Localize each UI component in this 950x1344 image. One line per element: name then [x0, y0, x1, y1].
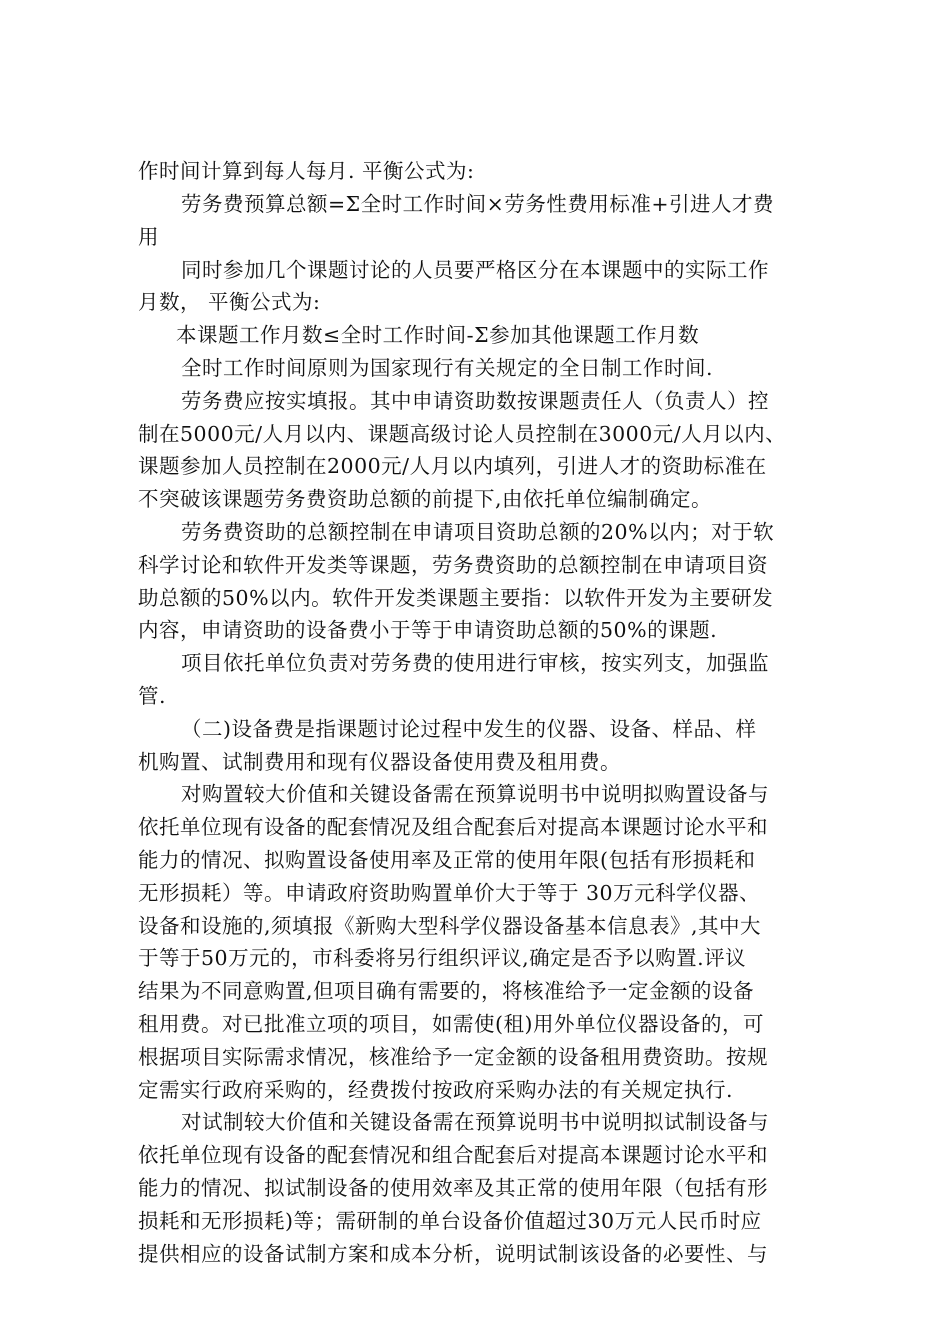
text-line: 同时参加几个课题讨论的人员要严格区分在本课题中的实际工作: [181, 258, 769, 282]
text-line: 能力的情况、拟试制设备的使用效率及其正常的使用年限（包括有形: [138, 1176, 768, 1200]
text-line: 不突破该课题劳务费资助总额的前提下,由依托单位编制确定。: [138, 487, 713, 511]
text-line: 用: [138, 225, 159, 249]
text-line: 内容，申请资助的设备费小于等于申请资助总额的50%的课题.: [138, 618, 718, 642]
text-line: 制在5000元/人月以内、课题高级讨论人员控制在3000元/人月以内、: [138, 422, 787, 446]
text-line: 课题参加人员控制在2000元/人月以内填列，引进人才的资助标准在: [138, 454, 767, 478]
section-heading-line: （二)设备费是指课题讨论过程中发生的仪器、设备、样品、样: [181, 717, 757, 741]
text-line: 于等于50万元的，市科委将另行组织评议,确定是否予以购置.评议: [138, 946, 747, 970]
text-line: 损耗和无形损耗)等；需研制的单台设备价值超过30万元人民币时应: [138, 1209, 762, 1233]
text-line: 项目依托单位负责对劳务费的使用进行审核，按实列支，加强监: [181, 651, 769, 675]
text-line: 结果为不同意购置,但项目确有需要的，将核准给予一定金额的设备: [138, 979, 755, 1003]
text-line: 助总额的50%以内。软件开发类课题主要指：以软件开发为主要研发: [138, 586, 774, 610]
text-line: 定需实行政府采购的，经费拨付按政府采购办法的有关规定执行.: [138, 1078, 734, 1102]
text-line: 依托单位现有设备的配套情况及组合配套后对提高本课题讨论水平和: [138, 815, 768, 839]
text-line: 设备和设施的,须填报《新购大型科学仪器设备基本信息表》,其中大: [138, 914, 762, 938]
text-line: 提供相应的设备试制方案和成本分析，说明试制该设备的必要性、与: [138, 1242, 768, 1266]
text-line: 对试制较大价值和关键设备需在预算说明书中说明拟试制设备与: [181, 1110, 769, 1134]
text-line: 管.: [138, 684, 167, 708]
formula-line: 劳务费预算总额=Σ全时工作时间×劳务性费用标准+引进人才费: [181, 192, 775, 216]
text-line: 作时间计算到每人每月. 平衡公式为:: [138, 159, 475, 183]
text-line: 能力的情况、拟购置设备使用率及正常的使用年限(包括有形损耗和: [138, 848, 756, 872]
text-line: 劳务费应按实填报。其中申请资助数按课题责任人（负责人）控: [181, 389, 769, 413]
text-line: 全时工作时间原则为国家现行有关规定的全日制工作时间.: [181, 356, 714, 380]
text-line: 机购置、试制费用和现有仪器设备使用费及租用费。: [138, 750, 621, 774]
text-line: 劳务费资助的总额控制在申请项目资助总额的20%以内；对于软: [181, 520, 775, 544]
text-line: 根据项目实际需求情况，核准给予一定金额的设备租用费资助。按规: [138, 1045, 768, 1069]
text-line: 科学讨论和软件开发类等课题，劳务费资助的总额控制在申请项目资: [138, 553, 768, 577]
text-line: 依托单位现有设备的配套情况和组合配套后对提高本课题讨论水平和: [138, 1143, 768, 1167]
formula-line: 本课题工作月数≤全时工作时间-Σ参加其他课题工作月数: [176, 323, 700, 347]
text-line: 无形损耗）等。申请政府资助购置单价大于等于 30万元科学仪器、: [138, 881, 761, 905]
text-line: 租用费。对已批准立项的项目，如需使(租)用外单位仪器设备的，可: [138, 1012, 764, 1036]
text-line: 月数， 平衡公式为:: [138, 290, 321, 314]
text-line: 对购置较大价值和关键设备需在预算说明书中说明拟购置设备与: [181, 782, 769, 806]
